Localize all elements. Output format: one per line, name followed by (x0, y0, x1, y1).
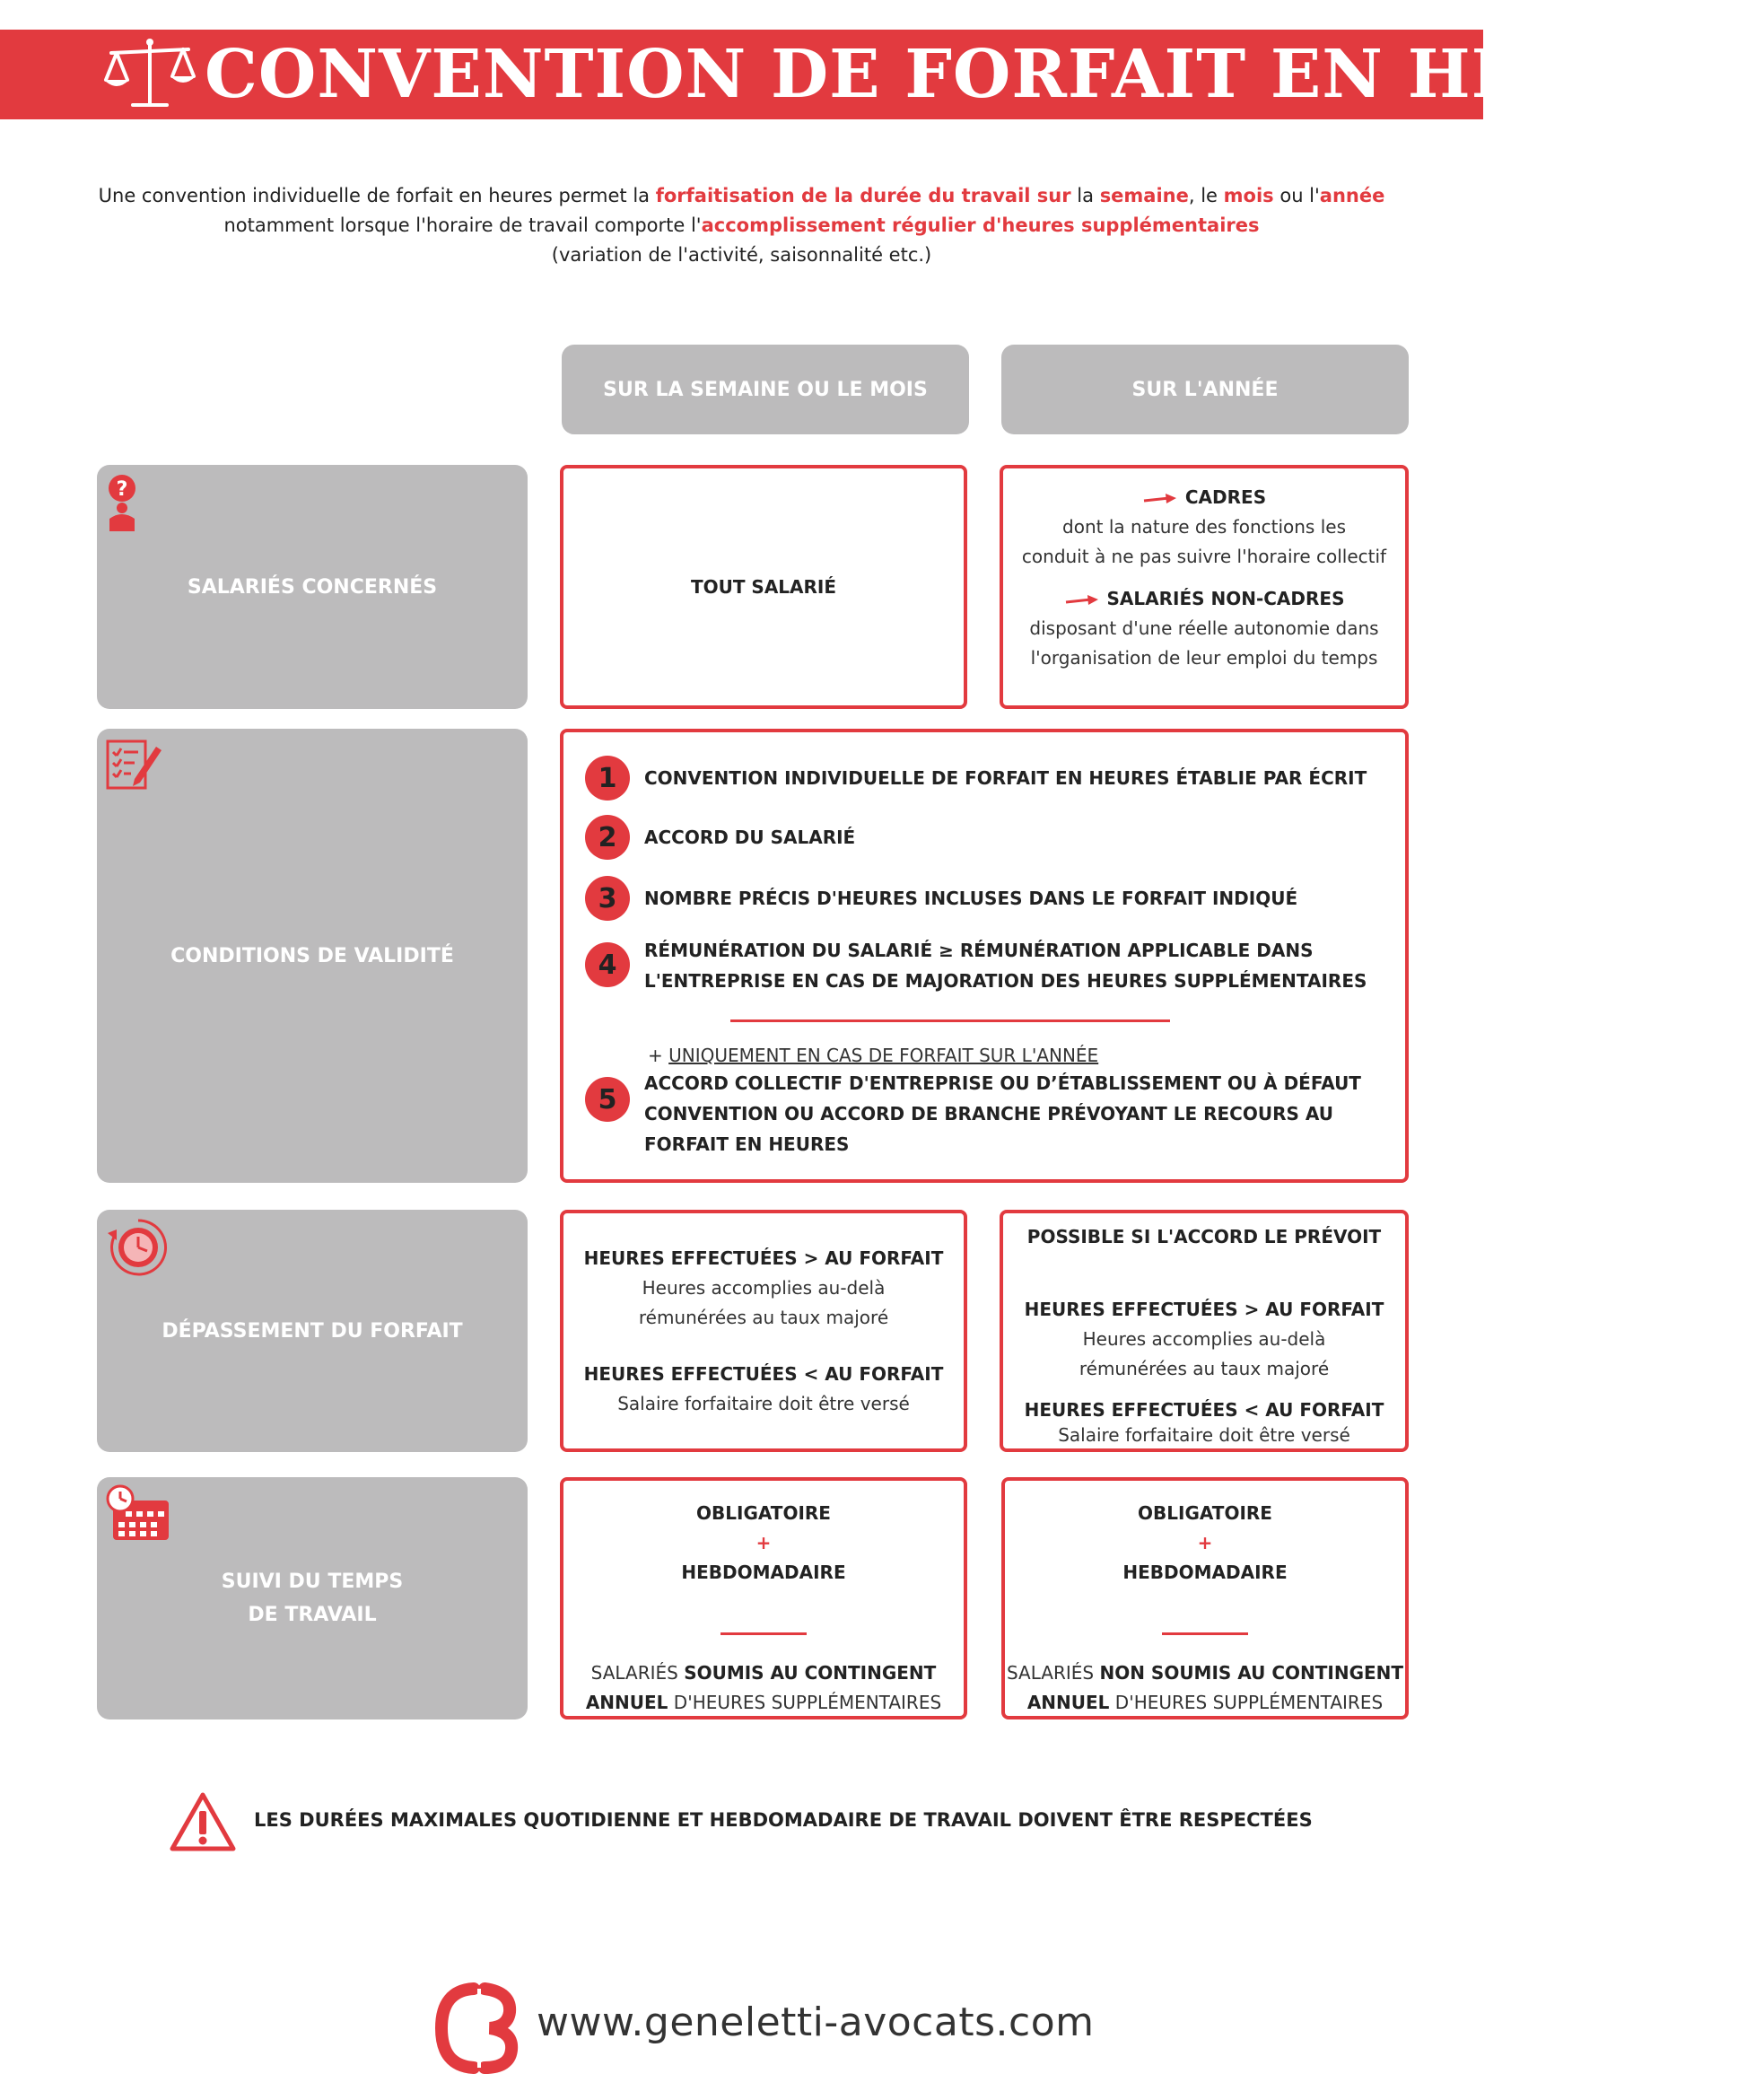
clock-overtime-icon (102, 1217, 170, 1278)
suivi-week-month-box: OBLIGATOIRE + HEBDOMADAIRE SALARIÉS SOUMIS AU CONTINGENT ANNUEL D'HEURES SUPPLÉMENTAIRES (560, 1477, 967, 1719)
header-banner (0, 30, 1738, 119)
annual-only-note: + UNIQUEMENT EN CAS DE FORFAIT SUR L'ANNÉE (648, 1045, 1099, 1066)
scale-of-justice-icon (100, 37, 199, 112)
intro-paragraph: Une convention individuelle de forfait en heures permet la forfaitisation de la durée du travail sur la semaine, le mois ou l'année notamment lorsque l'horaire de travail comporte l'accomplissement régulier d'heures supplémentaires (variation de l'activité, saisonnalité etc.) (98, 185, 1385, 266)
divider-line (1162, 1632, 1248, 1635)
condition-item: 5 ACCORD COLLECTIF D'ENTREPRISE OU D’ÉTABLISSEMENT OU À DÉFAUT CONVENTION OU ACCORD DE BRANCHE PRÉVOYANT LE RECOURS AU FORFAIT EN HEURES (585, 1068, 1361, 1159)
condition-item: 2 ACCORD DU SALARIÉ (585, 815, 855, 860)
depassement-year-box: POSSIBLE SI L'ACCORD LE PRÉVOIT HEURES EFFECTUÉES > AU FORFAIT Heures accomplies au-delà rémunérées au taux majoré HEURES EFFECTUÉES < AU FORFAIT Salaire forfaitaire doit être versé (1000, 1210, 1409, 1452)
depassement-week-month-box: HEURES EFFECTUÉES > AU FORFAIT Heures accomplies au-delà rémunérées au taux majoré HEURES EFFECTUÉES < AU FORFAIT Salaire forfaitaire doit être versé (560, 1210, 967, 1452)
salaries-week-month-box: TOUT SALARIÉ (560, 465, 967, 709)
suivi-year-box: OBLIGATOIRE + HEBDOMADAIRE SALARIÉS NON SOUMIS AU CONTINGENT ANNUEL D'HEURES SUPPLÉMENTAIRES (1001, 1477, 1409, 1719)
row-label-salaries: ? SALARIÉS CONCERNÉS (97, 465, 528, 709)
column-header-week-month: SUR LA SEMAINE OU LE MOIS (562, 345, 969, 434)
geneletti-logo-icon (434, 1980, 520, 2075)
document-checklist-icon (104, 734, 163, 793)
conditions-box (560, 729, 1409, 1183)
svg-text:?: ? (116, 478, 128, 501)
salaries-year-box: CADRES dont la nature des fonctions les conduit à ne pas suivre l'horaire collectif SALARIÉS NON-CADRES disposant d'une réelle autonomie dans l'organisation de leur emploi du temps (1000, 465, 1409, 709)
warning-triangle-icon (169, 1791, 237, 1852)
row-label-depassement: DÉPASSEMENT DU FORFAIT (97, 1210, 528, 1452)
calendar-clock-icon (102, 1484, 174, 1544)
row-label-suivi: SUIVI DU TEMPS DE TRAVAIL (97, 1477, 528, 1719)
employee-question-icon (102, 472, 147, 535)
condition-item: 1 CONVENTION INDIVIDUELLE DE FORFAIT EN HEURES ÉTABLIE PAR ÉCRIT (585, 756, 1367, 801)
condition-item: 4 RÉMUNÉRATION DU SALARIÉ ≥ RÉMUNÉRATION APPLICABLE DANS L'ENTREPRISE EN CAS DE MAJORATION DES HEURES SUPPLÉMENTAIRES (585, 935, 1367, 996)
warning-notice: LES DURÉES MAXIMALES QUOTIDIENNE ET HEBDOMADAIRE DE TRAVAIL DOIVENT ÊTRE RESPECTÉES (169, 1791, 1335, 1854)
arrow-right-icon (1064, 594, 1100, 607)
divider-line (721, 1632, 807, 1635)
column-header-year: SUR L'ANNÉE (1001, 345, 1409, 434)
condition-item: 3 NOMBRE PRÉCIS D'HEURES INCLUSES DANS LE FORFAIT INDIQUÉ (585, 876, 1297, 921)
row-label-conditions: CONDITIONS DE VALIDITÉ (97, 729, 528, 1183)
arrow-right-icon (1142, 493, 1178, 505)
website-link[interactable]: www.geneletti-avocats.com (537, 1999, 1095, 2045)
divider-line (730, 1019, 1170, 1022)
page-title: CONVENTION DE FORFAIT EN HEURES (205, 36, 1738, 113)
